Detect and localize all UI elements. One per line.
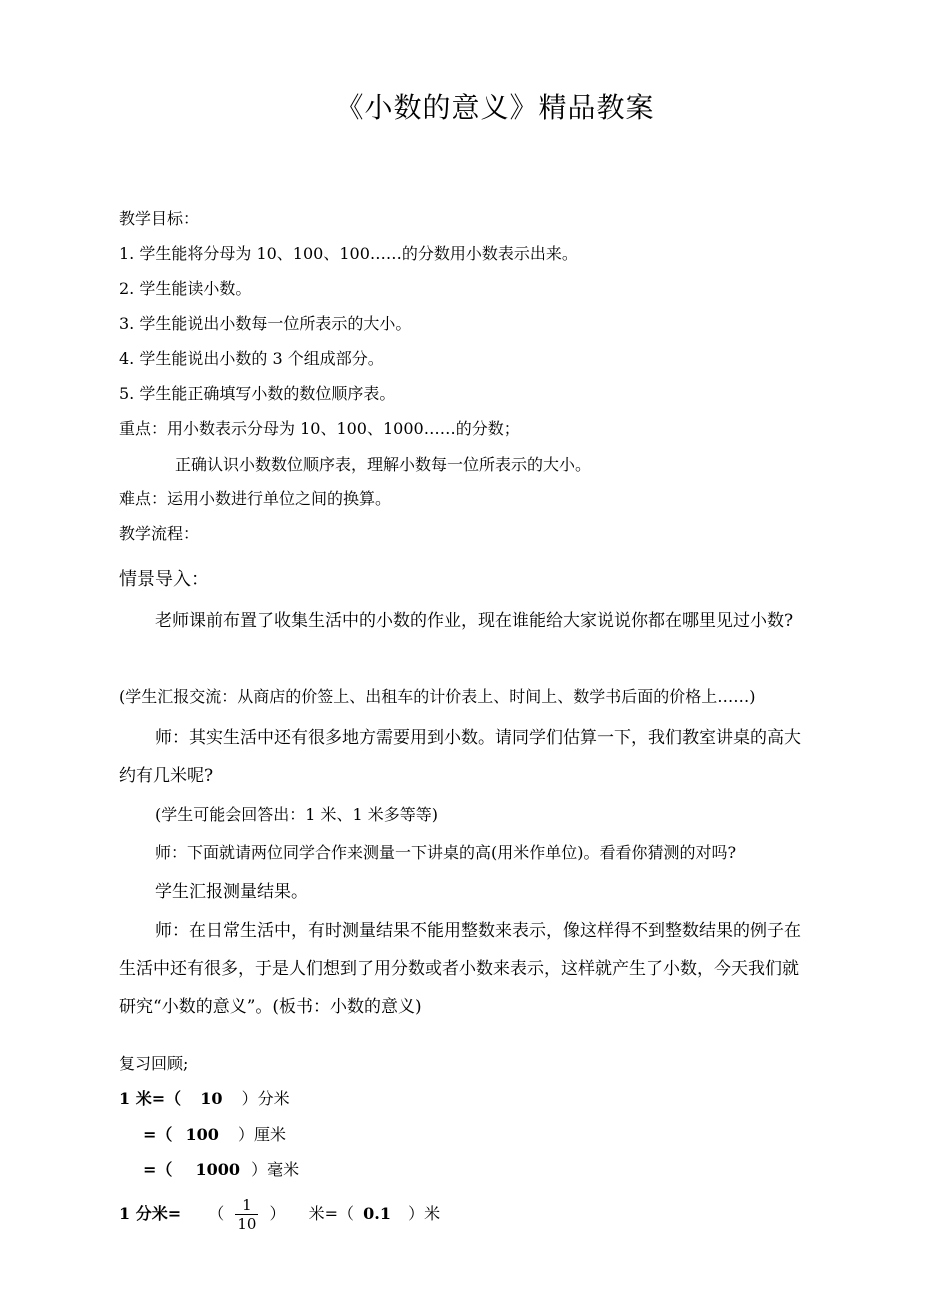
intro-paragraph: 老师课前布置了收集生活中的小数的作业，现在谁能给大家说说你都在哪里见过小数? — [155, 611, 794, 631]
review-value: 0.1 — [363, 1204, 391, 1223]
review-row — [143, 1160, 299, 1180]
objectives-heading: 教学目标： — [119, 209, 200, 228]
fraction-numerator: 1 — [242, 1196, 252, 1214]
intro-heading: 情景导入： — [119, 569, 209, 590]
difficulty: 难点：运用小数进行单位之间的换算。 — [119, 489, 392, 508]
page-title: 《小数的意义》精品教案 — [335, 91, 655, 124]
review-text: 1 分米= — [119, 1204, 182, 1223]
intro-paragraph: 学生汇报测量结果。 — [155, 882, 308, 902]
key-points-line2: 正确认识小数数位顺序表，理解小数每一位所表示的大小。 — [175, 455, 592, 474]
review-text: =（ — [143, 1160, 173, 1179]
review-text: ）厘米 — [238, 1125, 287, 1144]
review-text: ）毫米 — [251, 1160, 300, 1179]
fraction-denominator: 10 — [237, 1215, 257, 1233]
review-text: ）米 — [408, 1204, 441, 1223]
review-value: 10 — [200, 1089, 223, 1108]
intro-paragraph: 师：其实生活中还有很多地方需要用到小数。请同学们估算一下，我们教室讲桌的高大约有几米呢? — [119, 728, 801, 786]
intro-paragraph: 师：在日常生活中，有时测量结果不能用整数来表示，像这样得不到整数结果的例子在生活中还有很多，于是人们想到了用分数或者小数来表示，这样就产生了小数，今天我们就研究“小数的意义”。(板书：小数的意义) — [119, 921, 801, 1017]
intro-paragraph: 师：下面就请两位同学合作来测量一下讲桌的高(用米作单位)。看看你猜测的对吗? — [155, 843, 737, 862]
flow-heading: 教学流程： — [119, 524, 200, 543]
review-row — [143, 1125, 286, 1145]
review-text: （ — [208, 1204, 225, 1223]
objective-item: 3. 学生能说出小数每一位所表示的大小。 — [119, 314, 412, 333]
intro-paragraph: (学生可能会回答出：1 米、1 米多等等) — [155, 805, 439, 824]
objective-item: 2. 学生能读小数。 — [119, 279, 252, 298]
intro-paragraph: (学生汇报交流：从商店的价签上、出租车的计价表上、时间上、数学书后面的价格上……) — [119, 687, 756, 706]
objective-item: 4. 学生能说出小数的 3 个组成部分。 — [119, 349, 384, 368]
review-text: =（ — [143, 1125, 173, 1144]
objective-item: 5. 学生能正确填写小数的数位顺序表。 — [119, 384, 396, 403]
review-heading: 复习回顾; — [119, 1054, 189, 1073]
review-value: 100 — [185, 1125, 219, 1144]
review-row — [119, 1089, 290, 1109]
fraction — [235, 1196, 258, 1233]
review-row — [119, 1194, 440, 1234]
key-points-line1: 重点：用小数表示分母为 10、100、1000……的分数； — [119, 419, 520, 438]
objective-item: 1. 学生能将分母为 10、100、100……的分数用小数表示出来。 — [119, 244, 578, 263]
review-text: ）分米 — [241, 1089, 290, 1108]
review-text: 米=（ — [308, 1204, 355, 1223]
review-text: 1 米=（ — [119, 1089, 182, 1108]
review-text: ） — [269, 1204, 286, 1223]
review-value: 1000 — [195, 1160, 241, 1179]
